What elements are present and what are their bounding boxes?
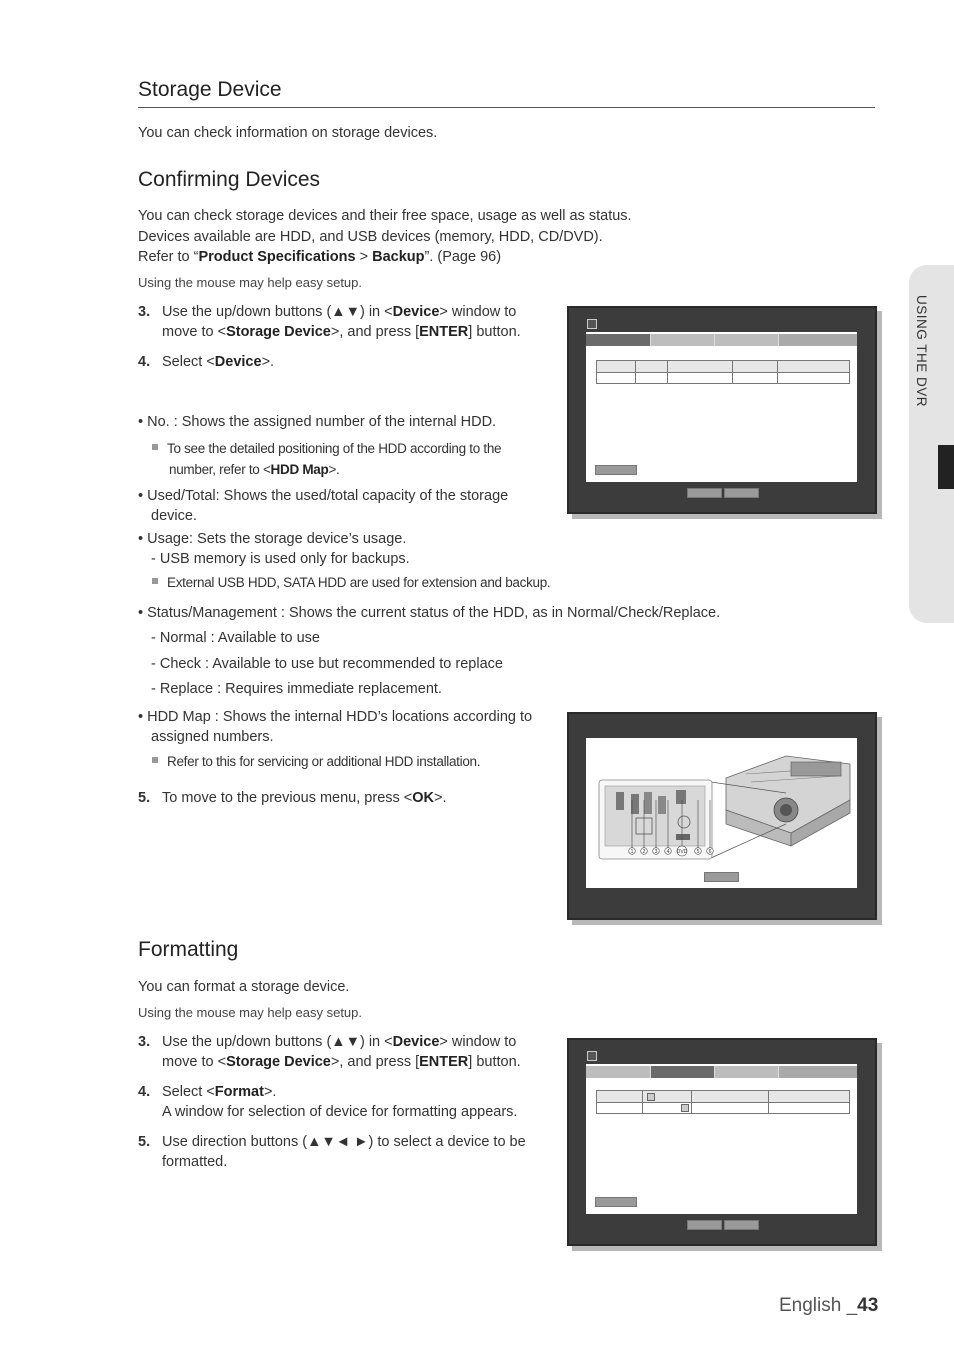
hdd-map-button[interactable] (595, 465, 637, 475)
bullet-used-2: device. (151, 508, 197, 524)
bullet-no: • No. : Shows the assigned number of the internal HDD. (138, 414, 497, 430)
tab-bar (586, 334, 857, 346)
ok-button[interactable] (687, 1220, 722, 1230)
bullet-used-1: • Used/Total: Shows the used/total capacity of the storage (138, 488, 509, 504)
hdd-number-label: 4 (666, 848, 670, 855)
confirming-para-1: You can check storage devices and their free space, usage as well as status. (138, 208, 632, 224)
ok-button[interactable] (687, 488, 722, 498)
usage-sub: - USB memory is used only for backups. (151, 551, 410, 567)
hdd-number-label: 2 (642, 848, 646, 855)
status-check: - Check : Available to use but recommended to replace (151, 656, 503, 672)
page-footer: English _43 (779, 1295, 879, 1316)
device-panel (586, 332, 857, 482)
formatting-step-4: 4. Select <Format>. A window for selection of device for formatting appears. (138, 1084, 518, 1120)
hdd-number-label: 3 (654, 848, 658, 855)
window-icon (587, 1051, 597, 1061)
side-tab-label: USING THE DVR (914, 295, 929, 408)
hdd-number-label: 1 (630, 848, 634, 855)
bullet-map-1: • HDD Map : Shows the internal HDD’s locations according to (138, 709, 533, 725)
format-checkbox-1[interactable] (647, 1093, 655, 1101)
bullet-map-2: assigned numbers. (151, 729, 274, 745)
note-marker (152, 444, 158, 450)
format-panel (586, 1064, 857, 1214)
hdd-map-illustration (586, 738, 857, 888)
formatting-mouse-note: Using the mouse may help easy setup. (138, 1005, 363, 1020)
formatting-intro: You can format a storage device. (138, 979, 350, 995)
format-checkbox-2[interactable] (681, 1104, 689, 1112)
formatting-step-5: 5. Use direction buttons (▲▼◄ ►) to select a device to be formatted. (138, 1134, 526, 1170)
cancel-button[interactable] (724, 488, 759, 498)
window-icon (587, 319, 597, 329)
format-table-header (597, 1091, 849, 1103)
hdd-number-label: 6 (708, 848, 712, 855)
format-table (596, 1090, 850, 1114)
hdd-map-screen (567, 712, 877, 920)
hdd-map-panel (586, 738, 857, 888)
confirming-step-5: 5. To move to the previous menu, press <OK>. (138, 790, 447, 806)
confirming-step-3: 3. Use the up/down buttons (▲▼) in <Device> window to move to <Storage Device>, and press [ENTER] button. (138, 304, 521, 340)
format-action-button[interactable] (595, 1197, 637, 1207)
title-rule (138, 107, 875, 108)
confirming-title: Confirming Devices (138, 168, 321, 191)
bullet-usage: • Usage: Sets the storage device’s usage. (138, 531, 407, 547)
tab-third[interactable] (715, 334, 779, 346)
side-tab-marker (938, 445, 954, 489)
format-screen (567, 1038, 877, 1246)
tab-format[interactable] (651, 1066, 715, 1078)
note-usb: External USB HDD, SATA HDD are used for extension and backup. (152, 575, 550, 590)
tab-format[interactable] (651, 334, 715, 346)
confirming-para-3: Refer to “Product Specifications > Backup”. (Page 96) (138, 249, 502, 265)
status-replace: - Replace : Requires immediate replacement. (151, 681, 442, 697)
formatting-title: Formatting (138, 938, 239, 961)
tab-bar (586, 1066, 857, 1078)
formatting-step-3: 3. Use the up/down buttons (▲▼) in <Device> window to move to <Storage Device>, and press [ENTER] button. (138, 1034, 521, 1070)
hdd-number-label: 5 (696, 848, 700, 855)
note-hdd: To see the detailed positioning of the HDD according to the number, refer to <HDD Map>. (152, 438, 501, 480)
status-normal: - Normal : Available to use (151, 630, 320, 646)
mouse-note: Using the mouse may help easy setup. (138, 275, 363, 290)
bullet-status: • Status/Management : Shows the current status of the HDD, as in Normal/Check/Replace. (138, 605, 721, 621)
cancel-button[interactable] (724, 1220, 759, 1230)
device-table (596, 360, 850, 384)
hdd-number-label: DVD (676, 848, 688, 855)
tab-device[interactable] (586, 1066, 651, 1078)
section-title: Storage Device (138, 78, 282, 101)
confirming-para-2: Devices available are HDD, and USB devices (memory, HDD, CD/DVD). (138, 229, 603, 245)
side-tab (909, 265, 954, 623)
section-intro: You can check information on storage devices. (138, 125, 438, 141)
tab-third[interactable] (715, 1066, 779, 1078)
tab-device[interactable] (586, 334, 651, 346)
device-screen (567, 306, 877, 514)
hdd-map-ok-button[interactable] (704, 872, 739, 882)
note-map: Refer to this for servicing or additional HDD installation. (152, 754, 480, 769)
confirming-step-4: 4. Select <Device>. (138, 354, 275, 370)
